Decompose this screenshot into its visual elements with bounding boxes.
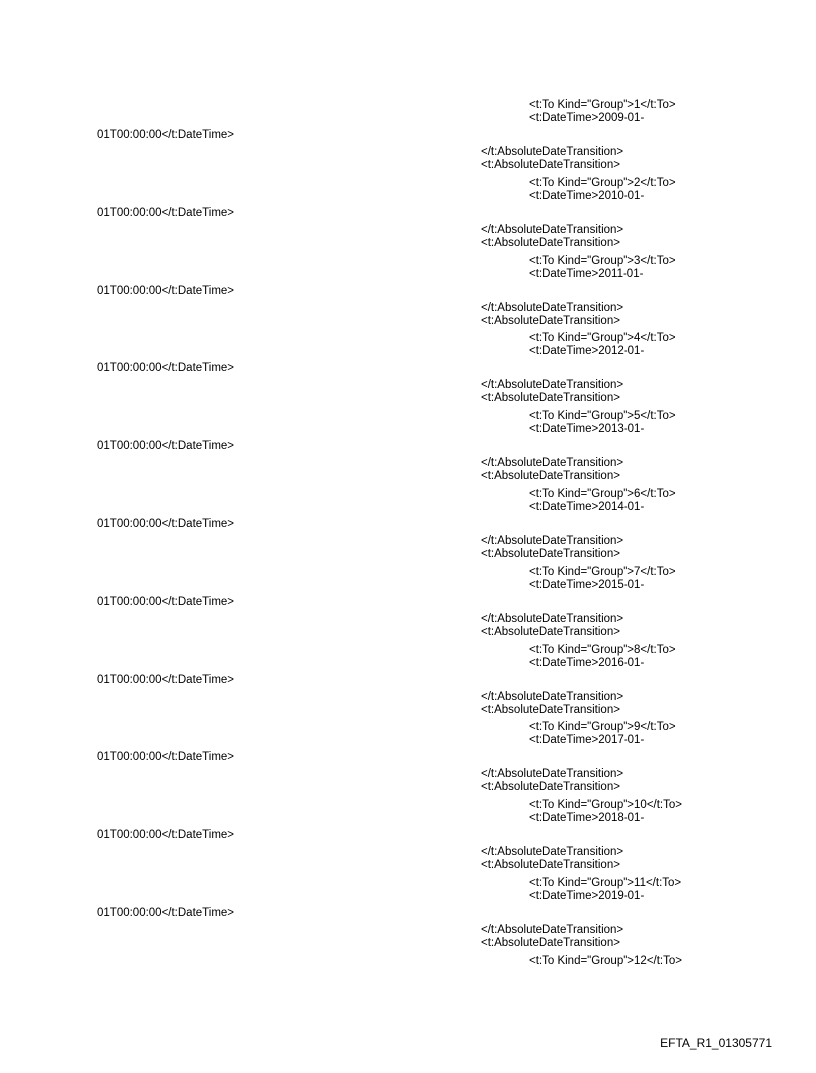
xml-to-line: <t:To Kind="Group">11</t:To> <box>529 877 682 889</box>
xml-to-line: <t:To Kind="Group">5</t:To> <box>529 410 676 423</box>
xml-datetime-start: <t:DateTime>2019-01- <box>529 890 645 902</box>
xml-transition-open: <t:AbsoluteDateTransition> <box>481 548 620 560</box>
xml-transition-open: <t:AbsoluteDateTransition> <box>481 314 620 327</box>
xml-transition-close: </t:AbsoluteDateTransition> <box>481 690 624 703</box>
xml-datetime-end: 01T00:00:00</t:DateTime> <box>97 595 235 608</box>
xml-transition-open: <t:AbsoluteDateTransition> <box>481 392 620 405</box>
xml-to-line: <t:To Kind="Group">7</t:To> <box>529 565 676 578</box>
xml-transition-open: <t:AbsoluteDateTransition> <box>481 781 620 794</box>
xml-datetime-end: 01T00:00:00</t:DateTime> <box>97 206 235 219</box>
xml-transition-close: </t:AbsoluteDateTransition> <box>481 846 624 859</box>
xml-datetime-end: 01T00:00:00</t:DateTime> <box>97 829 235 842</box>
xml-datetime-start: <t:DateTime>2016-01- <box>529 656 645 669</box>
xml-transition-close: </t:AbsoluteDateTransition> <box>481 379 624 392</box>
xml-transition-open: <t:AbsoluteDateTransition> <box>481 859 620 872</box>
xml-transition-close: </t:AbsoluteDateTransition> <box>481 924 624 936</box>
xml-datetime-start: <t:DateTime>2013-01- <box>529 423 645 436</box>
xml-datetime-start: <t:DateTime>2018-01- <box>529 812 645 825</box>
xml-to-line-final: <t:To Kind="Group">12</t:To> <box>529 954 682 967</box>
xml-to-line: <t:To Kind="Group">10</t:To> <box>529 799 682 812</box>
xml-transition-close: </t:AbsoluteDateTransition> <box>481 535 624 547</box>
xml-datetime-start: <t:DateTime>2009-01- <box>529 112 645 124</box>
xml-transition-close: </t:AbsoluteDateTransition> <box>481 768 624 781</box>
xml-datetime-end: 01T00:00:00</t:DateTime> <box>97 362 235 375</box>
xml-datetime-end: 01T00:00:00</t:DateTime> <box>97 907 235 919</box>
xml-datetime-end: 01T00:00:00</t:DateTime> <box>97 129 235 141</box>
xml-to-line: <t:To Kind="Group">9</t:To> <box>529 721 676 734</box>
xml-to-line: <t:To Kind="Group">1</t:To> <box>529 99 676 111</box>
xml-transition-close: </t:AbsoluteDateTransition> <box>481 146 624 158</box>
xml-to-line: <t:To Kind="Group">8</t:To> <box>529 643 676 656</box>
xml-datetime-start: <t:DateTime>2010-01- <box>529 189 645 202</box>
xml-datetime-end: 01T00:00:00</t:DateTime> <box>97 518 235 530</box>
xml-transition-open: <t:AbsoluteDateTransition> <box>481 937 620 949</box>
xml-transition-close: </t:AbsoluteDateTransition> <box>481 301 624 314</box>
xml-to-line: <t:To Kind="Group">3</t:To> <box>529 254 676 267</box>
xml-to-line: <t:To Kind="Group">4</t:To> <box>529 332 676 345</box>
xml-transition-open: <t:AbsoluteDateTransition> <box>481 625 620 638</box>
xml-transition-close: </t:AbsoluteDateTransition> <box>481 457 624 470</box>
xml-datetime-end: 01T00:00:00</t:DateTime> <box>97 673 235 686</box>
xml-datetime-start: <t:DateTime>2012-01- <box>529 345 645 358</box>
xml-to-line: <t:To Kind="Group">6</t:To> <box>529 488 676 500</box>
document-id-stamp: EFTA_R1_01305771 <box>660 1036 772 1050</box>
xml-to-line: <t:To Kind="Group">2</t:To> <box>529 176 676 189</box>
xml-datetime-end: 01T00:00:00</t:DateTime> <box>97 440 235 453</box>
xml-datetime-end: 01T00:00:00</t:DateTime> <box>97 284 235 297</box>
xml-datetime-end: 01T00:00:00</t:DateTime> <box>97 751 235 764</box>
xml-datetime-start: <t:DateTime>2014-01- <box>529 501 645 513</box>
xml-transition-open: <t:AbsoluteDateTransition> <box>481 159 620 171</box>
xml-datetime-start: <t:DateTime>2017-01- <box>529 734 645 747</box>
xml-transition-close: </t:AbsoluteDateTransition> <box>481 612 624 625</box>
xml-transition-open: <t:AbsoluteDateTransition> <box>481 470 620 483</box>
xml-transition-open: <t:AbsoluteDateTransition> <box>481 703 620 716</box>
xml-datetime-start: <t:DateTime>2015-01- <box>529 578 645 591</box>
xml-transition-open: <t:AbsoluteDateTransition> <box>481 236 620 249</box>
xml-transition-close: </t:AbsoluteDateTransition> <box>481 223 624 236</box>
xml-datetime-start: <t:DateTime>2011-01- <box>529 267 644 280</box>
